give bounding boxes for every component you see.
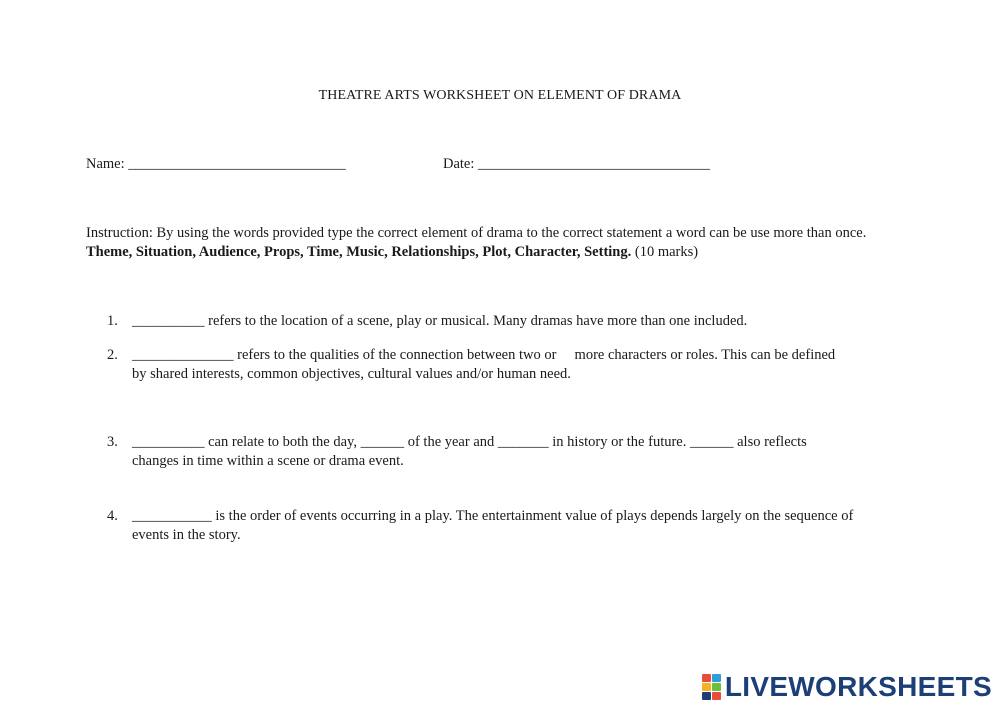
instruction-paragraph xyxy=(86,224,906,262)
question-line: ___________ is the order of events occurring in a play. The entertainment value of plays depends largely on the sequence of xyxy=(132,508,854,524)
question-line: __________ refers to the location of a scene, play or musical. Many dramas have more than one included. xyxy=(132,313,748,329)
name-field[interactable]: Name: ______________________________ xyxy=(86,156,346,172)
word-bank: Theme, Situation, Audience, Props, Time, Music, Relationships, Plot, Character, Setting. xyxy=(86,244,632,260)
worksheet-title: THEATRE ARTS WORKSHEET ON ELEMENT OF DRAMA xyxy=(318,88,682,103)
question-number: 2. xyxy=(107,347,118,363)
logo-square xyxy=(702,674,711,682)
logo-text: LIVEWORKSHEETS xyxy=(724,671,992,702)
liveworksheets-logo-icon xyxy=(702,674,721,700)
liveworksheets-logo[interactable] xyxy=(702,669,992,705)
question-number: 1. xyxy=(107,313,118,329)
question-line: __________ can relate to both the day, ______ of the year and _______ in history or the future. ______ also reflects xyxy=(132,434,807,450)
date-field[interactable]: Date: ________________________________ xyxy=(443,156,711,172)
question-line: events in the story. xyxy=(132,527,241,543)
marks-note: (10 marks) xyxy=(631,244,699,260)
logo-square xyxy=(712,692,721,700)
question-number: 4. xyxy=(107,508,118,524)
question-line: changes in time within a scene or drama event. xyxy=(132,453,404,469)
question-line: ______________ refers to the qualities of the connection between two or more characters or roles. This can be defined xyxy=(132,347,836,363)
logo-square xyxy=(712,683,721,691)
question-number: 3. xyxy=(107,434,118,450)
logo-square xyxy=(712,674,721,682)
question-line: by shared interests, common objectives, cultural values and/or human need. xyxy=(132,366,571,382)
instruction-text: Instruction: By using the words provided type the correct element of drama to the correct statement a word can be use more than once. xyxy=(86,225,867,241)
logo-square xyxy=(702,692,711,700)
logo-square xyxy=(702,683,711,691)
